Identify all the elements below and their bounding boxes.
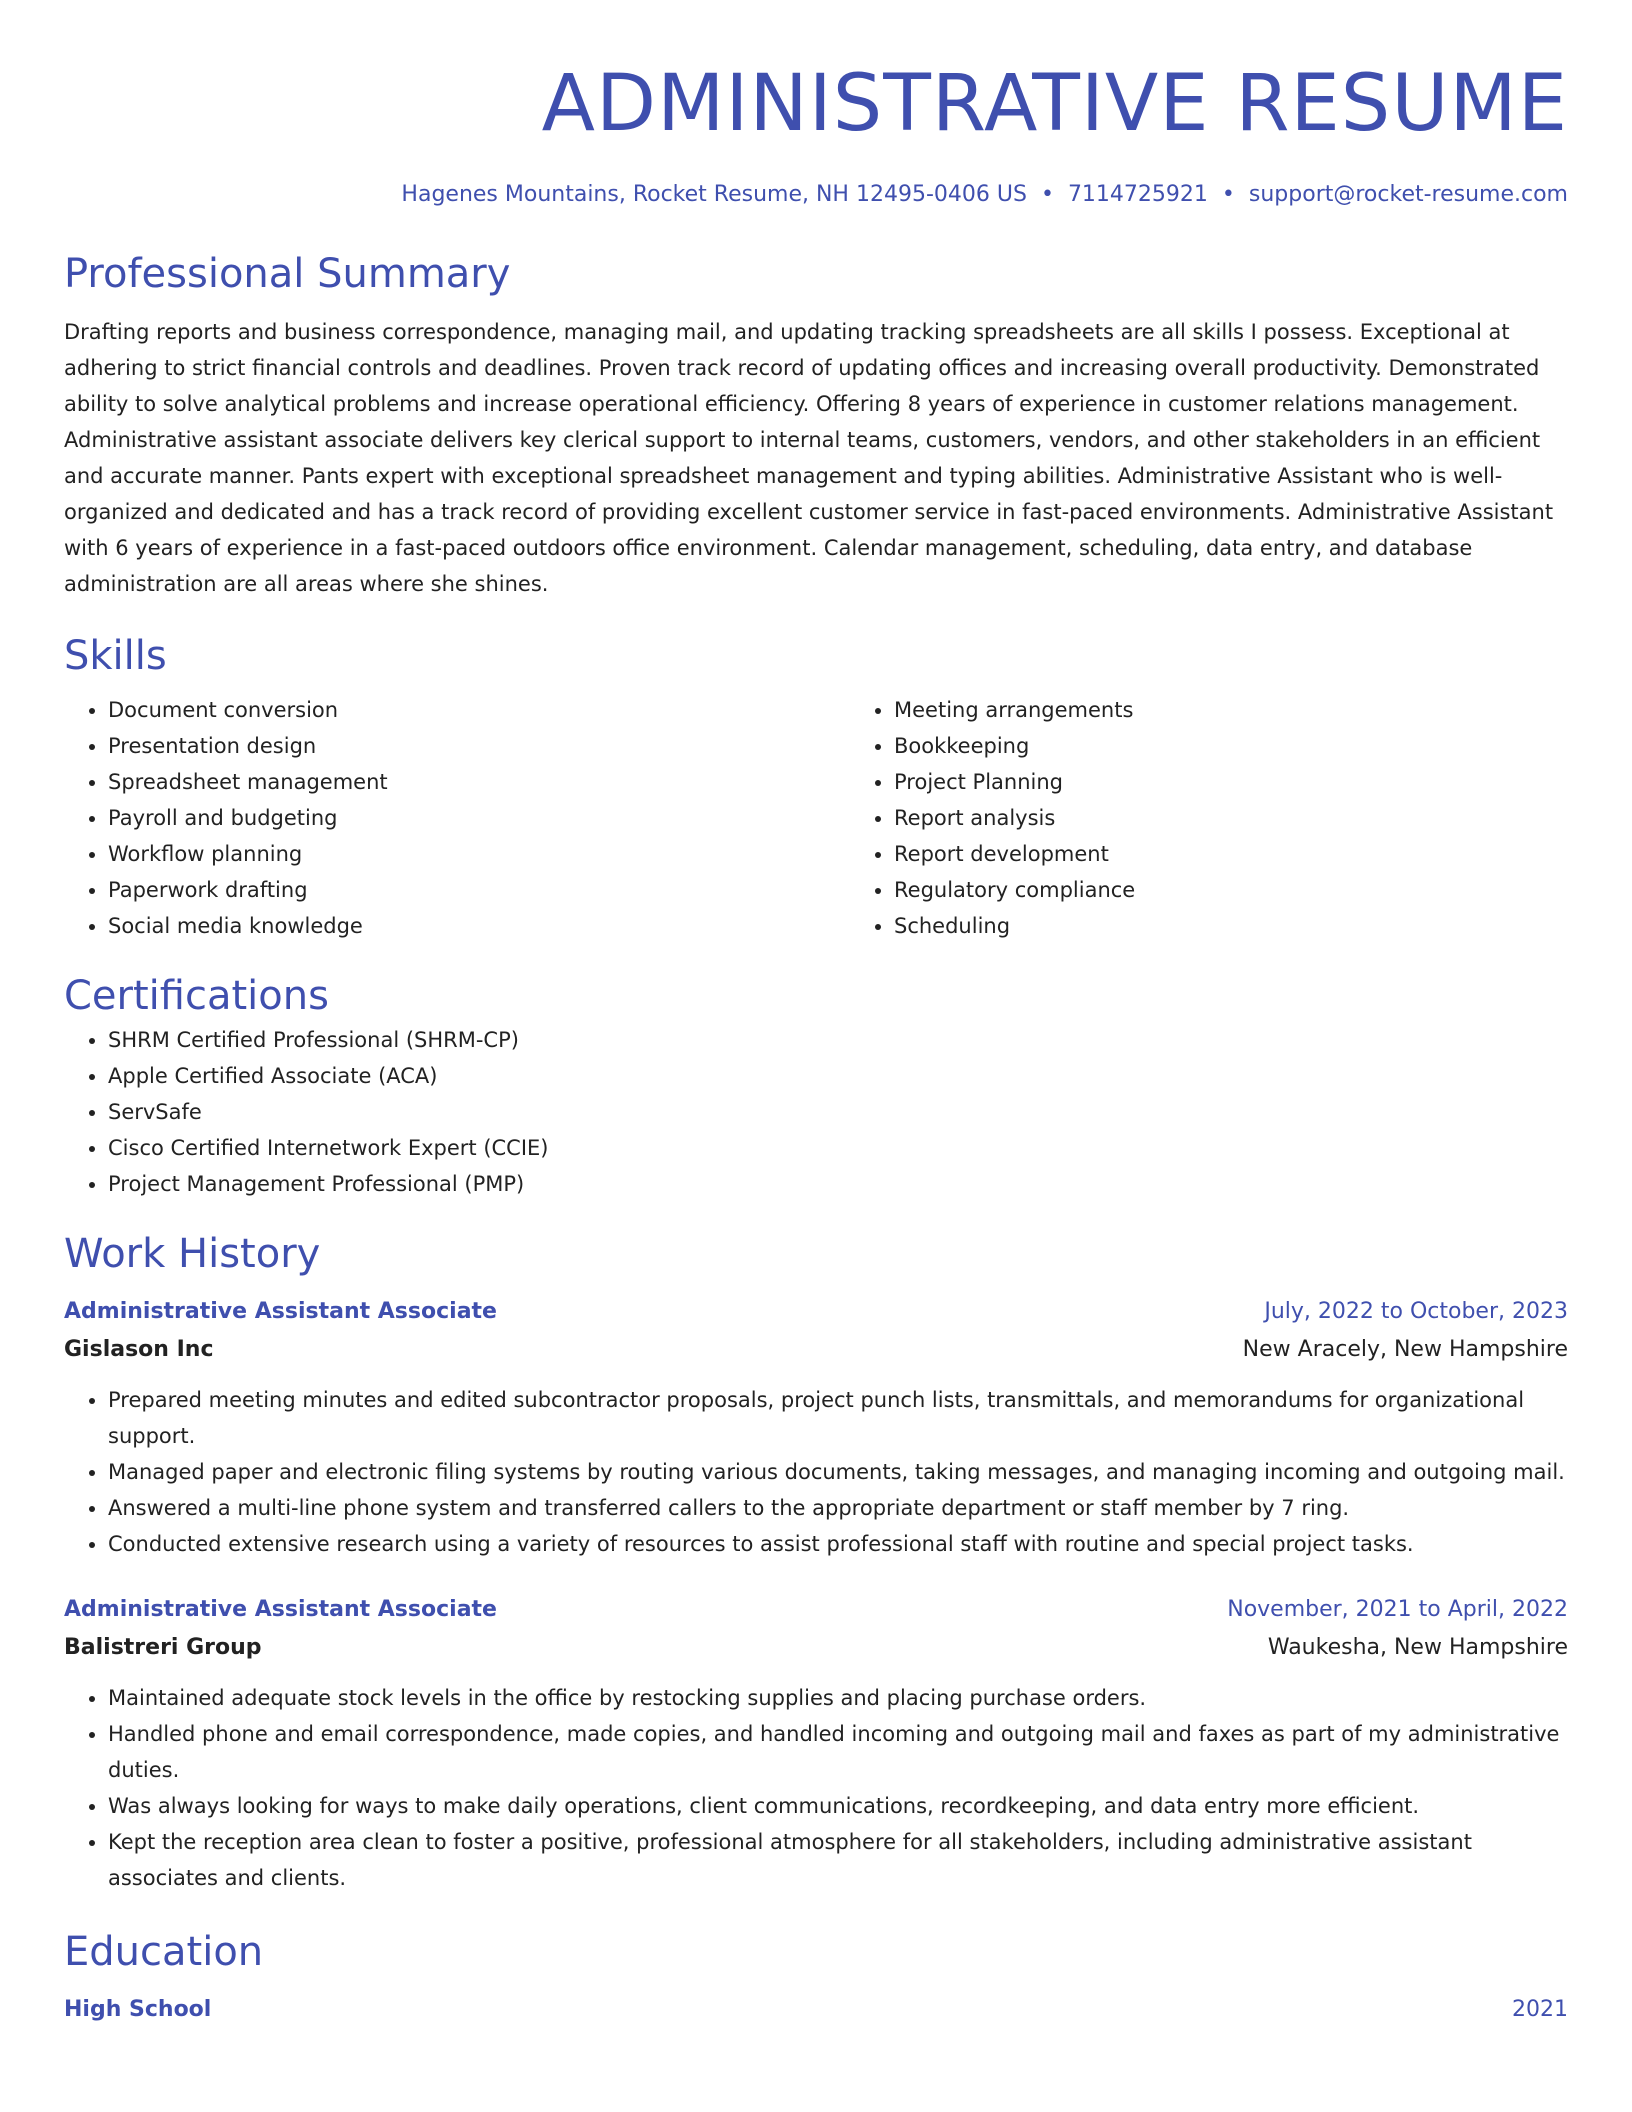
skill-item: • Regulatory compliance [894,872,1632,908]
job-bullet: • Kept the reception area clean to foster a positive, professional atmosphere for all stakeholders, including administrative assistant associates and clients. [108,1824,1568,1896]
skills-list-right [850,692,1632,944]
certification-item: • Project Management Professional (PMP) [108,1166,1568,1202]
work-history-heading: Work History [64,1231,321,1277]
job-bullet: • Handled phone and email correspondence, made copies, and handled incoming and outgoing mail and faxes as part of my administrative duties. [108,1716,1568,1788]
job-title: Administrative Assistant Associate [64,1299,497,1324]
job-title-row [64,1592,1568,1628]
contact-phone: 7114725921 [1067,182,1208,207]
job-bullets [64,1680,1568,1896]
skill-item: • Workflow planning [108,836,850,872]
job-dates: July, 2022 to October, 2023 [1264,1299,1568,1324]
certification-item: • Apple Certified Associate (ACA) [108,1058,1568,1094]
education-entry [64,1992,1568,2028]
job-location: New Aracely, New Hampshire [1242,1337,1568,1362]
job-bullets [64,1382,1568,1562]
job-bullet: • Was always looking for ways to make daily operations, client communications, recordkeeping, and data entry more efficient. [108,1788,1568,1824]
job-company-row [64,1628,1568,1668]
skill-item: • Report analysis [894,800,1632,836]
contact-address: Hagenes Mountains, Rocket Resume, NH 12495-0406 US [401,182,1027,207]
skills-list-left [64,692,850,944]
skills-heading: Skills [64,633,167,679]
job-location: Waukesha, New Hampshire [1267,1635,1568,1660]
job-company-row [64,1330,1568,1370]
job-company: Gislason Inc [64,1337,214,1362]
job-bullet: • Maintained adequate stock levels in the office by restocking supplies and placing purchase orders. [108,1680,1568,1716]
skill-item: • Social media knowledge [108,908,850,944]
skill-item: • Project Planning [894,764,1632,800]
job-bullet: • Conducted extensive research using a variety of resources to assist professional staff with routine and special project tasks. [108,1526,1568,1562]
job-bullet: • Managed paper and electronic filing systems by routing various documents, taking messages, and managing incoming and outgoing mail. [108,1454,1568,1490]
resume-header [64,56,1568,210]
education-row [64,1992,1568,2028]
certifications-heading: Certifications [64,973,329,1019]
skill-item: • Meeting arrangements [894,692,1632,728]
skill-item: • Report development [894,836,1632,872]
job-entry [64,1592,1568,1896]
skill-item: • Document conversion [108,692,850,728]
job-dates: November, 2021 to April, 2022 [1227,1597,1568,1622]
education-year: 2021 [1512,1997,1568,2022]
skill-item: • Scheduling [894,908,1632,944]
job-company: Balistreri Group [64,1635,262,1660]
job-bullet: • Prepared meeting minutes and edited subcontractor proposals, project punch lists, transmittals, and memorandums for organizational support. [108,1382,1568,1454]
skill-item: • Bookkeeping [894,728,1632,764]
skill-item: • Paperwork drafting [108,872,850,908]
job-title-row [64,1294,1568,1330]
certification-item: • SHRM Certified Professional (SHRM-CP) [108,1022,1568,1058]
certification-item: • ServSafe [108,1094,1568,1130]
certification-item: • Cisco Certified Internetwork Expert (CCIE) [108,1130,1568,1166]
skill-item: • Spreadsheet management [108,764,850,800]
contact-email[interactable]: support@rocket-resume.com [1248,182,1568,207]
certifications-list [64,1022,1568,1202]
resume-name: ADMINISTRATIVE RESUME [541,59,1568,149]
education-degree: High School [64,1997,212,2022]
job-bullet: • Answered a multi-line phone system and transferred callers to the appropriate department or staff member by 7 ring. [108,1490,1568,1526]
job-entry [64,1294,1568,1562]
skills-columns [64,692,1568,944]
job-title: Administrative Assistant Associate [64,1597,497,1622]
contact-line [64,180,1568,210]
summary-text: Drafting reports and business correspondence, managing mail, and updating tracking spreadsheets are all skills I possess. Exceptional at adhering to strict financial controls and deadlines. Proven track record of updating offices and increasing overall productivity. Demonstrated ability to solve analytical problems and increase operational efficiency. Offering 8 years of experience in customer relations management. Administrative assistant associate delivers key clerical support to internal teams, customers, vendors, and other stakeholders in an efficient and accurate manner. Pants expert with exceptional spreadsheet management and typing abilities. Administrative Assistant who is well-organized and dedicated and has a track record of providing excellent customer service in fast-paced environments. Administrative Assistant with 6 years of experience in a fast-paced outdoors office environment. Calendar management, scheduling, data entry, and database administration are all areas where she shines. [64,320,1554,596]
education-heading: Education [64,1929,264,1975]
contact-separator: • [1040,182,1054,207]
contact-separator: • [1221,182,1235,207]
summary-heading: Professional Summary [64,251,511,297]
skill-item: • Payroll and budgeting [108,800,850,836]
skill-item: • Presentation design [108,728,850,764]
